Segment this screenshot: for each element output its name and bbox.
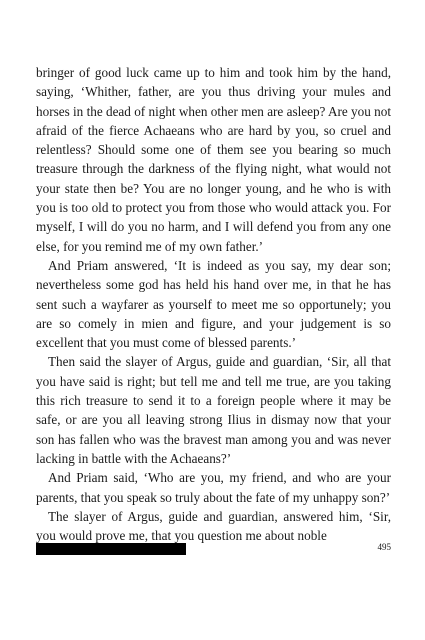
redaction-bar bbox=[36, 543, 186, 555]
paragraph: Then said the slayer of Argus, guide and guardian, ‘Sir, all that you have said is right; but tell me and tell me true, are you taking this rich treasure to send it to a foreign people where it may be safe, or are you all leaving strong Ilius in dismay now that your son has fallen who was the bravest man among you and was never lacking in battle with the Achaeans?’ bbox=[36, 354, 391, 466]
paragraph: And Priam said, ‘Who are you, my friend, and who are your parents, that you speak so truly about the fate of my unhappy son?’ bbox=[36, 470, 391, 505]
page-body bbox=[36, 63, 391, 545]
paragraph: And Priam answered, ‘It is indeed as you say, my dear son; nevertheless some god has held his hand over me, in that he has sent such a wayfarer as yourself to meet me so opportunely; you are so comely in mien and figure, and your judgement is so excellent that you must come of blessed parents.’ bbox=[36, 257, 391, 351]
page-number: 495 bbox=[377, 542, 391, 552]
paragraph: bringer of good luck came up to him and took him by the hand, saying, ‘Whither, father, are you thus driving your mules and horses in the dead of night when other men are asleep? Are you not afraid of the fierce Achaeans who are hard by you, so cruel and relentless? Should some one of them see you bearing so much treasure through the darkness of the flying night, what would not your state then be? You are no longer young, and he who is with you is too old to protect you from those who would attack you. For myself, I will do you no harm, and I will defend you from any one else, for you remind me of my own father.’ bbox=[36, 65, 391, 254]
paragraph: The slayer of Argus, guide and guardian, answered him, ‘Sir, you would prove me, that you question me about noble bbox=[36, 508, 391, 544]
